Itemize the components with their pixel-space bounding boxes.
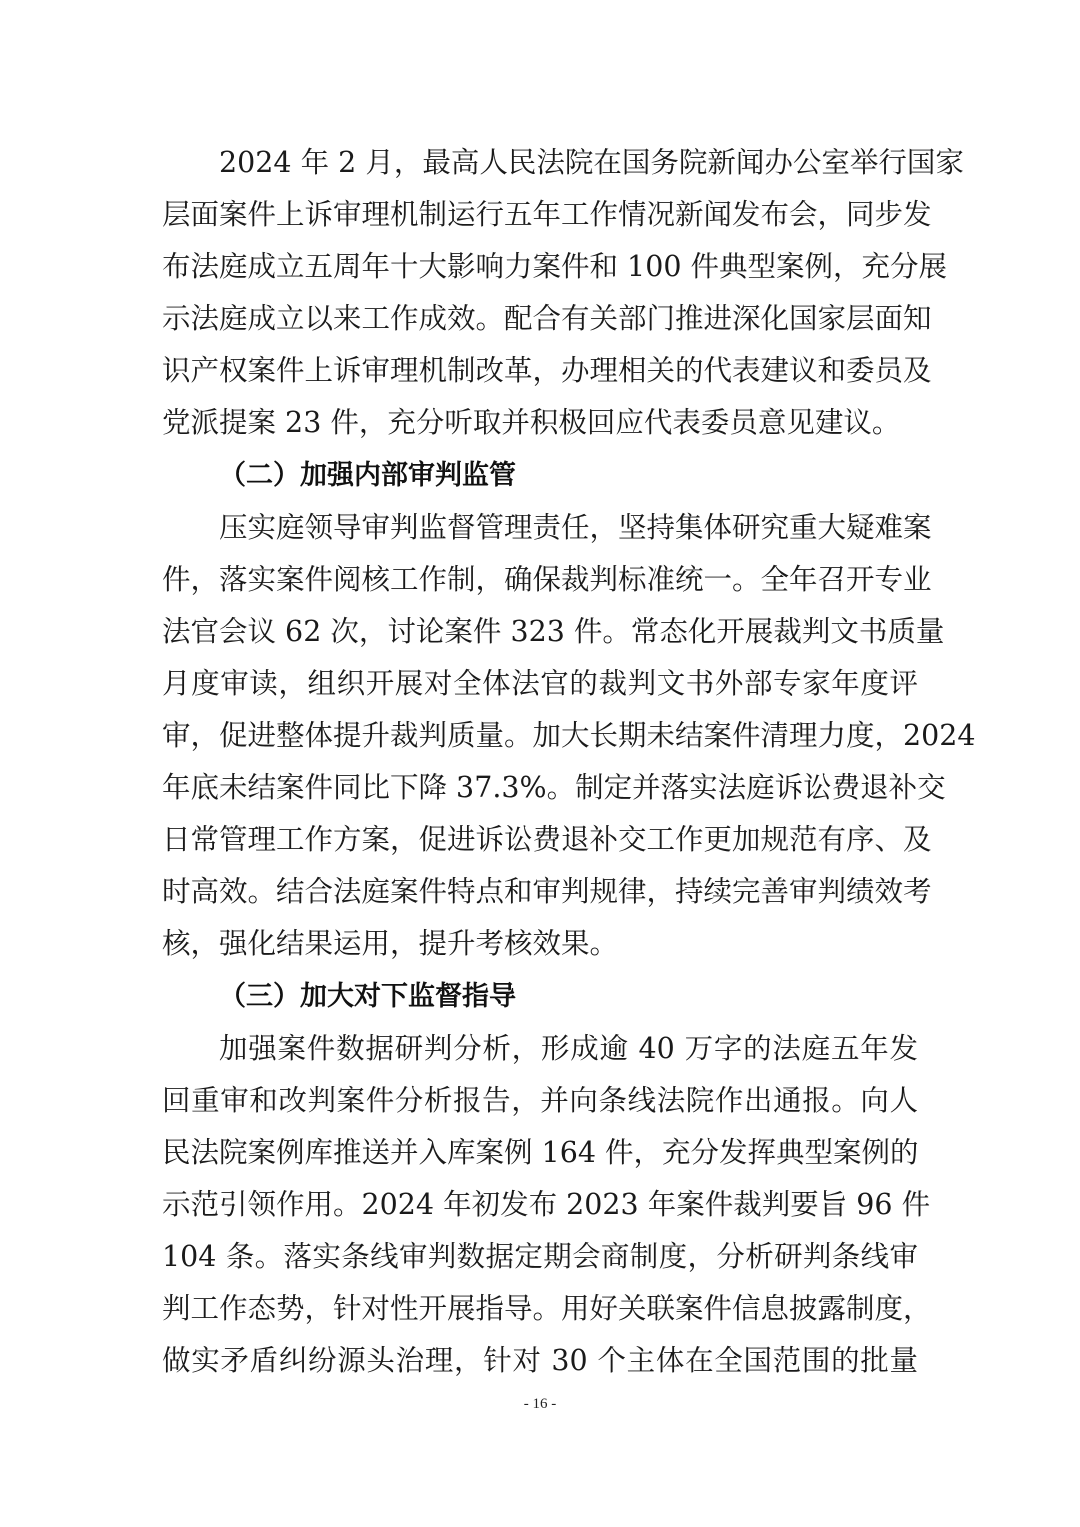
paragraph-line: 年底未结案件同比下降 37.3%。制定并落实法庭诉讼费退补交: [162, 771, 946, 805]
paragraph-line: 核，强化结果运用，提升考核效果。: [162, 927, 619, 961]
paragraph-line: 布法庭成立五周年十大影响力案件和 100 件典型案例，充分展: [162, 250, 948, 284]
paragraph-line: 日常管理工作方案，促进诉讼费退补交工作更加规范有序、及: [162, 823, 932, 857]
paragraph-line: 加强案件数据研判分析，形成逾 40 万字的法庭五年发: [219, 1031, 918, 1065]
section-heading-two: （二）加强内部审判监管: [219, 459, 516, 491]
paragraph-line: 时高效。结合法庭案件特点和审判规律，持续完善审判绩效考: [162, 875, 932, 909]
paragraph-line: 判工作态势，针对性开展指导。用好关联案件信息披露制度，: [162, 1292, 932, 1326]
paragraph-line: 做实矛盾纠纷源头治理，针对 30 个主体在全国范围的批量: [162, 1344, 918, 1378]
document-body: [162, 137, 976, 1387]
paragraph-line: 法官会议 62 次，讨论案件 323 件。常态化开展裁判文书质量: [162, 614, 945, 648]
paragraph-line: 示范引领作用。2024 年初发布 2023 年案件裁判要旨 96 件: [162, 1187, 931, 1221]
paragraph-section-three: [162, 1023, 932, 1388]
paragraph-line: 审，促进整体提升裁判质量。加大长期未结案件清理力度，2024: [162, 719, 976, 753]
paragraph-line: 回重审和改判案件分析报告，并向条线法院作出通报。向人: [162, 1083, 918, 1117]
paragraph-intro: [162, 137, 964, 450]
page-number: - 16 -: [523, 1396, 557, 1412]
paragraph-line: 层面案件上诉审理机制运行五年工作情况新闻发布会，同步发: [162, 198, 932, 232]
paragraph-line: 识产权案件上诉审理机制改革，办理相关的代表建议和委员及: [162, 354, 932, 388]
paragraph-line: 月度审读，组织开展对全体法官的裁判文书外部专家年度评: [162, 666, 918, 700]
paragraph-line: 民法院案例库推送并入库案例 164 件，充分发挥典型案例的: [162, 1135, 919, 1169]
paragraph-line: 2024 年 2 月，最高人民法院在国务院新闻办公室举行国家: [219, 146, 964, 179]
paragraph-line: 件，落实案件阅核工作制，确保裁判标准统一。全年召开专业: [162, 562, 932, 596]
paragraph-section-two: [162, 502, 976, 971]
paragraph-line: 示法庭成立以来工作成效。配合有关部门推进深化国家层面知: [162, 302, 932, 336]
paragraph-line: 党派提案 23 件，充分听取并积极回应代表委员意见建议。: [162, 406, 901, 440]
paragraph-line: 104 条。落实条线审判数据定期会商制度，分析研判条线审: [162, 1239, 918, 1273]
section-heading-three: （三）加大对下监督指导: [219, 980, 516, 1012]
paragraph-line: 压实庭领导审判监督管理责任，坚持集体研究重大疑难案: [219, 510, 932, 544]
